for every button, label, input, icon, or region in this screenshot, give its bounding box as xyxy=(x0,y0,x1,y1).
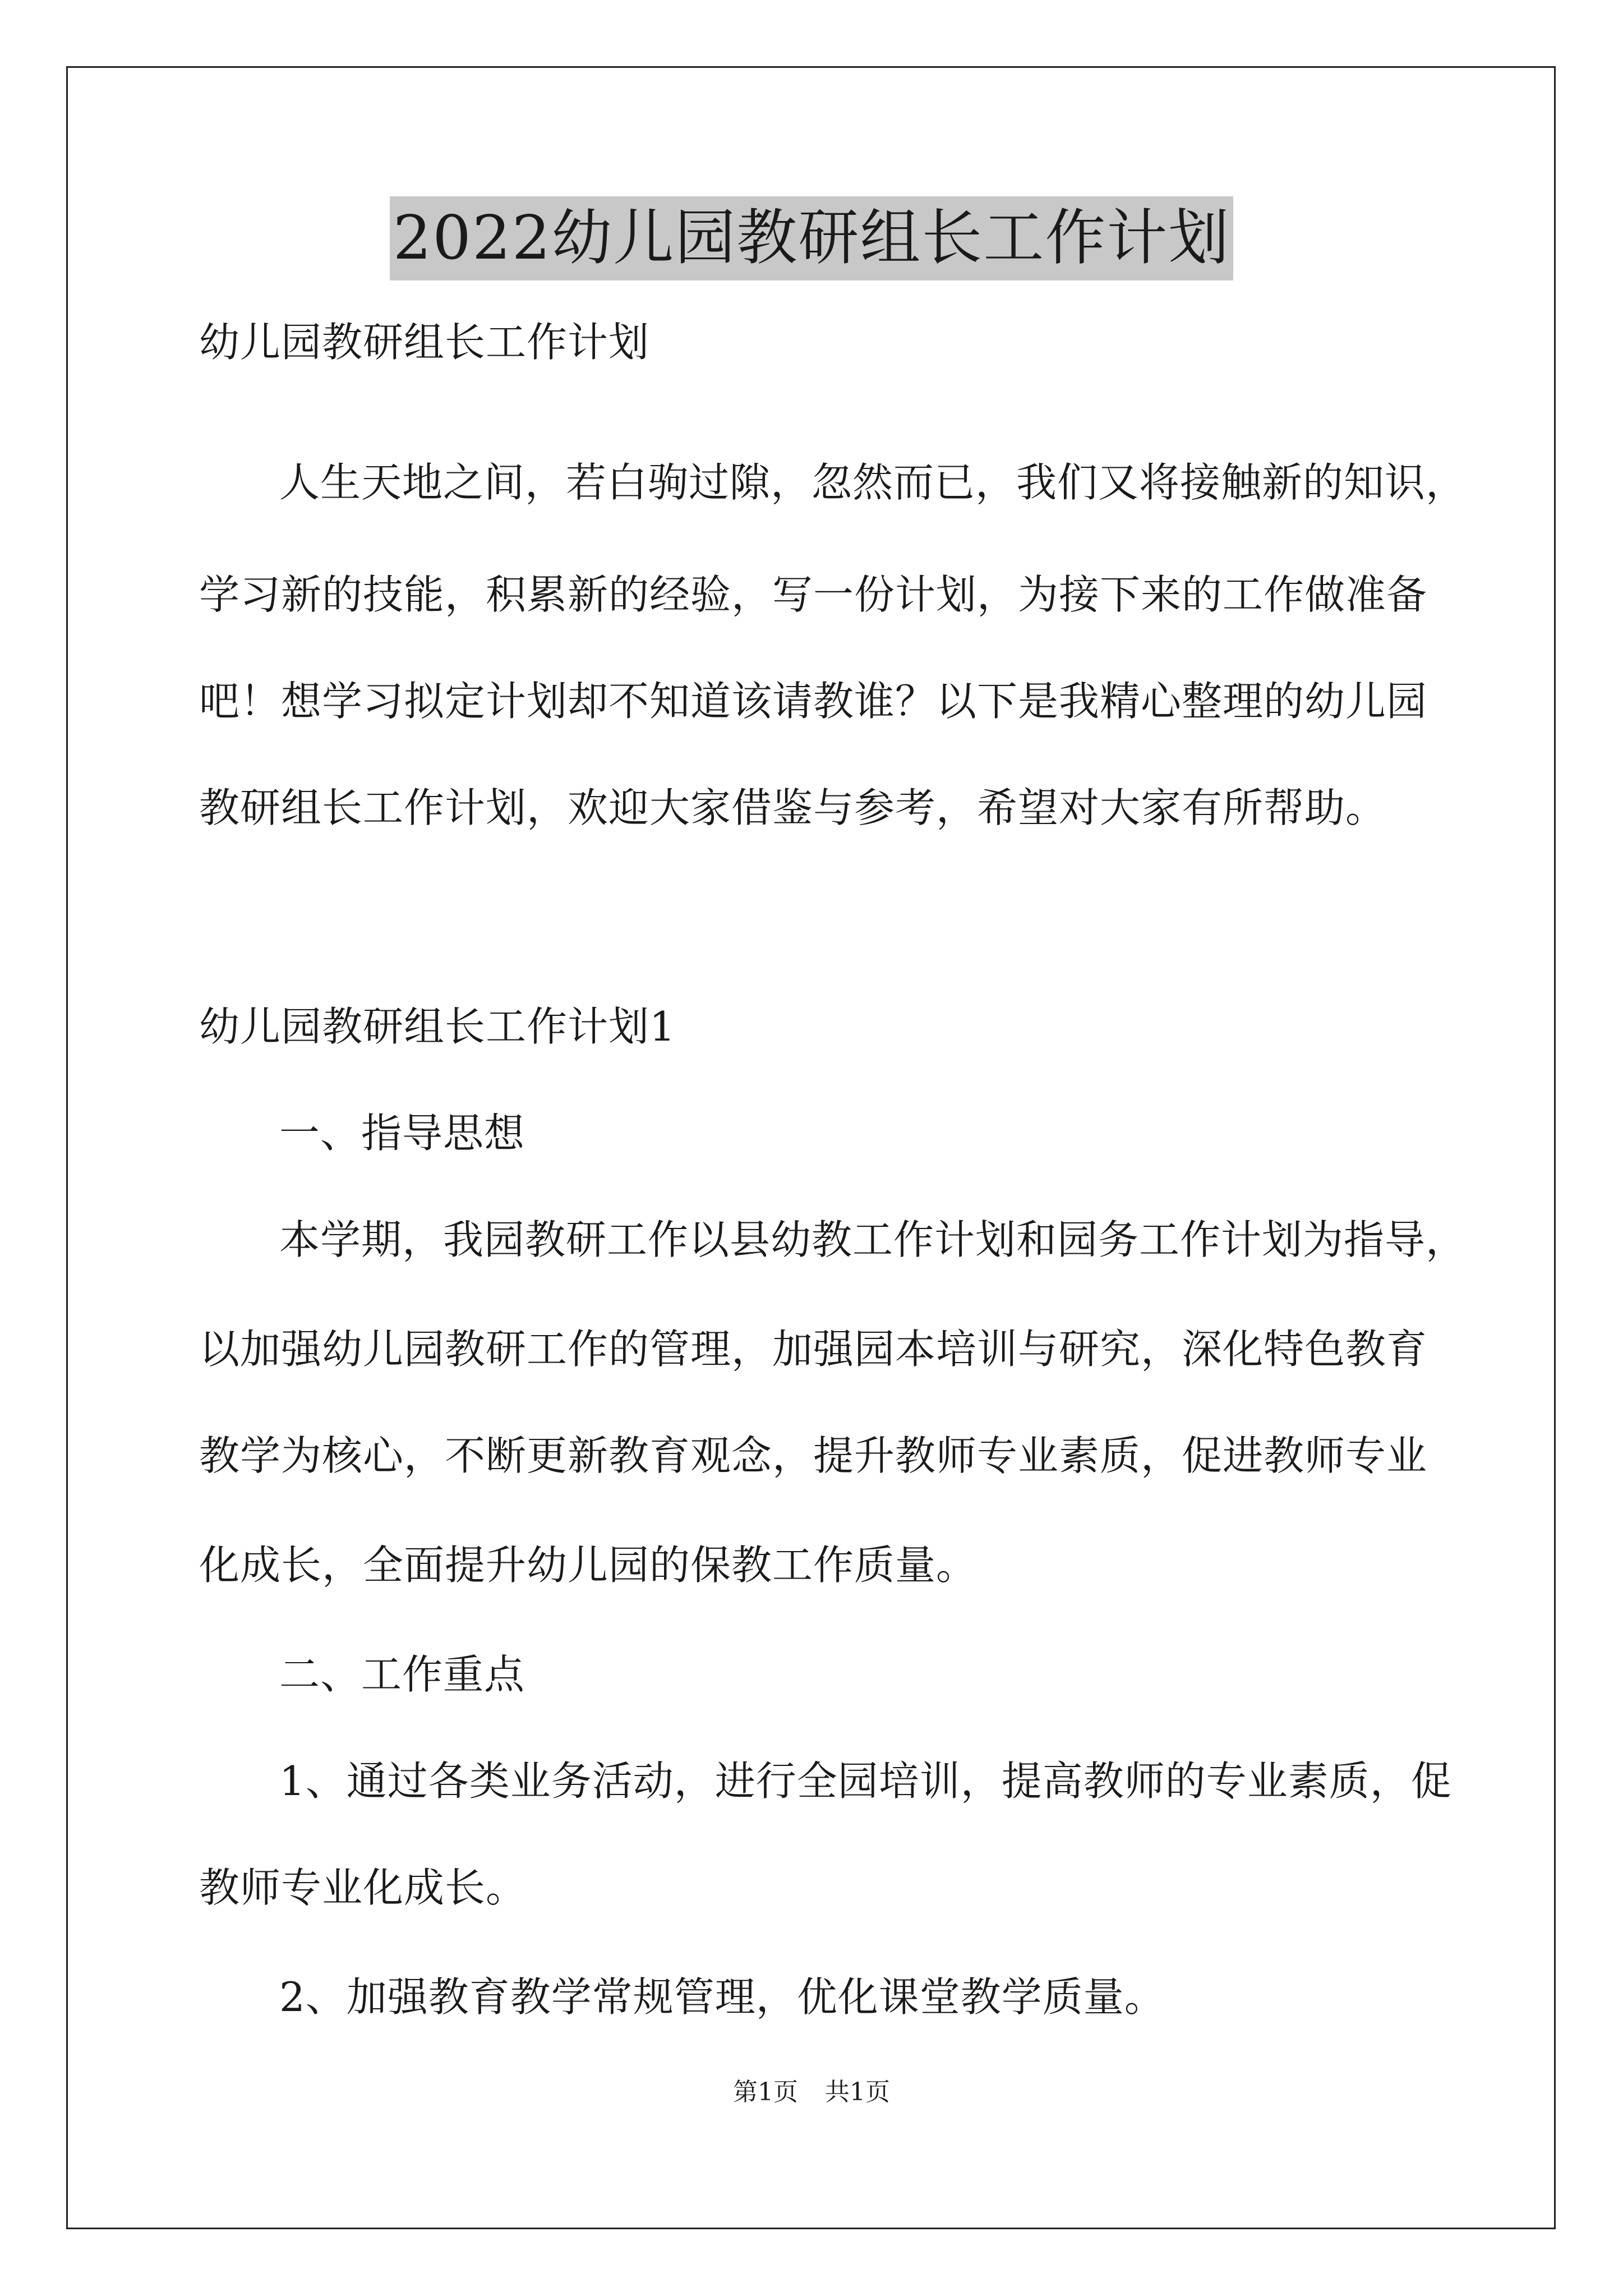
paragraph-line: 吧！想学习拟定计划却不知道该请教谁？以下是我精心整理的幼儿园 xyxy=(199,678,1428,725)
page-number: 第1页 xyxy=(733,2078,798,2106)
paragraph-line: 教研组长工作计划，欢迎大家借鉴与参考，希望对大家有所帮助。 xyxy=(199,784,1387,831)
paragraph-line: 本学期，我园教研工作以县幼教工作计划和园务工作计划为指导， xyxy=(279,1216,1467,1263)
paragraph-line: 1、通过各类业务活动，进行全园培训，提高教师的专业素质，促 xyxy=(279,1757,1452,1805)
page-total: 共1页 xyxy=(825,2078,890,2106)
paragraph-line: 化成长，全面提升幼儿园的保教工作质量。 xyxy=(199,1542,978,1589)
section-heading: 二、工作重点 xyxy=(279,1651,525,1698)
paragraph-line: 学习新的技能，积累新的经验，写一份计划，为接下来的工作做准备 xyxy=(199,571,1428,618)
section-heading: 一、指导思想 xyxy=(279,1110,525,1157)
title-container xyxy=(0,196,1623,280)
section-heading: 幼儿园教研组长工作计划1 xyxy=(199,1003,676,1050)
subtitle-line: 幼儿园教研组长工作计划 xyxy=(199,319,650,366)
paragraph-line: 教学为核心，不断更新教育观念，提升教师专业素质，促进教师专业 xyxy=(199,1432,1428,1479)
paragraph-line: 教师专业化成长。 xyxy=(199,1864,527,1911)
paragraph-line: 人生天地之间，若白驹过隙，忽然而已，我们又将接触新的知识， xyxy=(279,459,1467,506)
document-title: 2022幼儿园教研组长工作计划 xyxy=(390,196,1234,280)
paragraph-line: 2、加强教育教学常规管理，优化课堂教学质量。 xyxy=(279,1973,1165,2021)
paragraph-line: 以加强幼儿园教研工作的管理，加强园本培训与研究，深化特色教育 xyxy=(199,1326,1428,1373)
page-footer xyxy=(0,2076,1623,2109)
